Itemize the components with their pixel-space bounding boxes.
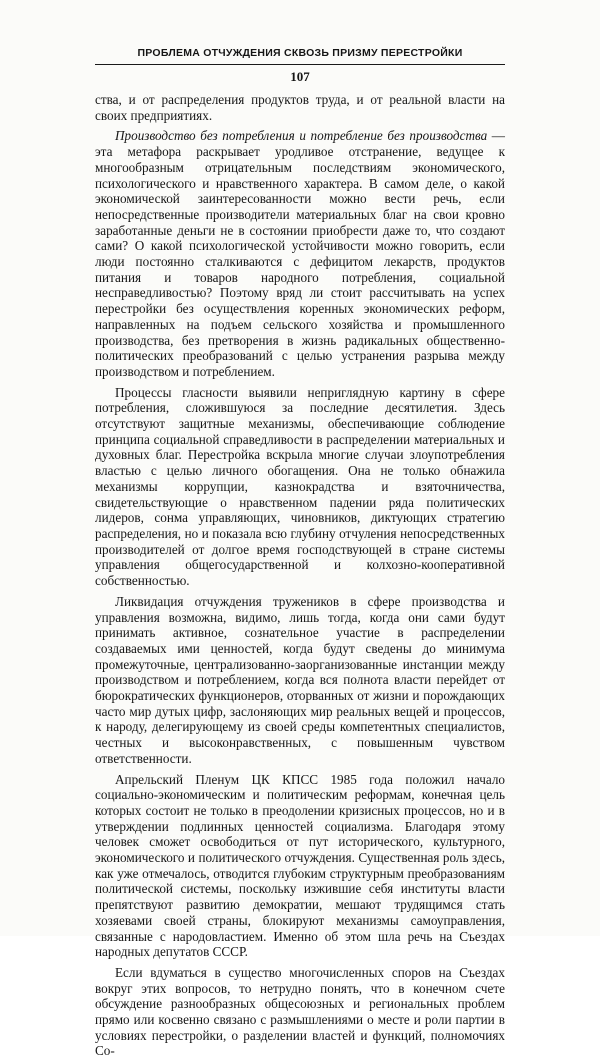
paragraph-text: Ликвидация отчуждения тружеников в сфере производства и управления возможна, видимо, лишь тогда, когда они сами будут принимать активное, сознательное участие в распределении создаваемых ими ценностей, когда будут сведены до минимума промежуточные, централизованно-заорганизованные инстанции между производством и потреблением, когда вся полнота власти перейдет от бюрократических функционеров, оторванных от жизни и порождающих часто мир дутых цифр, заслоняющих мир реальных вещей и процессов, к народу, делегирующему из своей среды компетентных специалистов, честных и высоконравственных, с повышенным чувством ответственности.	[95, 593, 505, 766]
running-head: ПРОБЛЕМА ОТЧУЖДЕНИЯ СКВОЗЬ ПРИЗМУ ПЕРЕСТРОЙКИ	[137, 47, 463, 59]
header-rule	[95, 64, 505, 65]
paragraph-metaphor	[95, 128, 505, 379]
paragraph-text: ства, и от распределения продуктов труда, и от реальной власти на своих предприятиях.	[95, 92, 505, 123]
paragraph-congress	[95, 965, 505, 1059]
paragraph-text: Если вдуматься в существо многочисленных споров на Съездах вокруг этих вопросов, то нетрудно понять, что в конечном счете обсуждение разнообразных общесоюзных и региональных проблем прямо или косвенно связано с размышлениями о месте и роли партии в условиях перестройки, о разделении властей и функций, полномочиях Со-	[95, 964, 505, 1059]
paragraph-continuation	[95, 92, 505, 123]
paragraph-text: — эта метафора раскрывает уродливое отстранение, ведущее к многообразным отрицательным последствиям экономического, психологического и нравственного характера. В самом деле, о какой экономической заинтересованности можно вести речь, если непосредственные производители материальных благ на свои кровно заработанные деньги не в состоянии приобрести даже то, что создают сами? О какой психологической устойчивости можно говорить, если люди постоянно сталкиваются с дефицитом лекарств, продуктов питания и товаров народного потребления, социальной несправедливостью? Поэтому вряд ли стоит рассчитывать на успех перестройки без осуществления коренных экономических реформ, направленных на подъем сельского хозяйства и промышленного производства, без претворения в жизнь радикальных общественно-политических преобразований с целью устранения разрыва между производством и потреблением.	[95, 128, 505, 379]
italic-phrase: Производство без потребления и потребление без производства	[115, 128, 488, 144]
paragraph-text: Процессы гласности выявили неприглядную картину в сфере потребления, сложившуюся за последние десятилетия. Здесь отсутствуют защитные механизмы, обеспечивающие соблюдение принципа социальной справедливости в распределении материальных и духовных благ. Перестройка вскрыла многие случаи злоупотребления властью с целью личного обогащения. Она не только обнажила механизмы коррупции, казнокрадства и взяточничества, свидетельствующие о нравственном падении ряда политических лидеров, сонма управляющих, чиновников, диктующих стратегию распределения, но и показала всю глубину отчуления непосредственных производителей от долгое время господствующей в стране системы управления общегосударственной и колхозно-кооперативной собственностью.	[95, 384, 505, 589]
body-text	[95, 92, 505, 1059]
paragraph-text: Апрельский Пленум ЦК КПСС 1985 года положил начало социально-экономическим и политическим реформам, конечная цель которых состоит не только в преодолении кризисных процессов, но и в утверждении подлинных ценностей социализма. Благодаря этому человек сможет освободиться от пут исторического, культурного, экономического и политического отчуждения. Существенная роль здесь, как уже отмечалось, отводится глубоким структурным преобразованиям политической системы, поскольку изжившие себя институты власти препятствуют развитию демократии, мешают трудящимся стать хозяевами своей страны, блокируют механизмы самоуправления, связанные с народовластием. Именно об этом шла речь на Съездах народных депутатов СССР.	[95, 771, 505, 960]
paragraph-april-plenum	[95, 772, 505, 960]
page-number: 107	[290, 69, 310, 84]
paragraph-liquidation	[95, 594, 505, 767]
paragraph-glasnost	[95, 385, 505, 589]
